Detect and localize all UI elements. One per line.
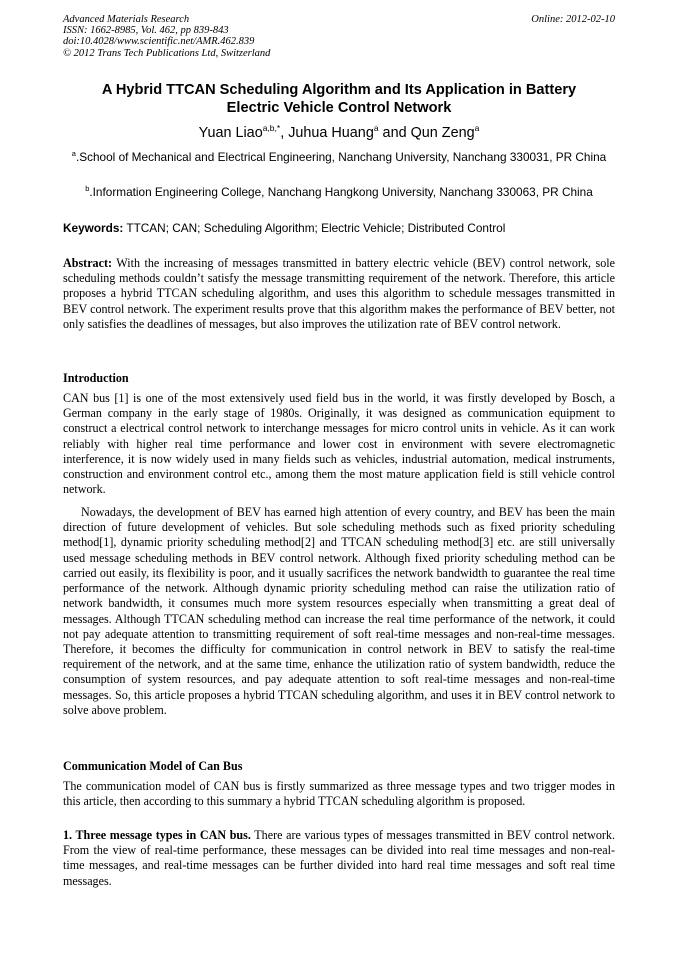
author-separator: and (378, 125, 411, 141)
author-name: Yuan Liao (198, 125, 263, 141)
affiliation-text: .Information Engineering College, Nanchang Hangkong University, Nanchang 330063, PR China (89, 185, 593, 199)
abstract-label: Abstract: (63, 256, 113, 270)
introduction-paragraph-2: Nowadays, the development of BEV has earned high attention of every country, and BEV has been the main direction of future development of vehicles. But sole scheduling methods such as fixed priority scheduling method[1], dynamic priority scheduling method[2] and TTCAN scheduling method[3] etc. are still universally used message scheduling methods in BEV control network. Although fixed priority scheduling method can be carried out easily, its flexibility is poor, and it usually sacrifices the network bandwidth to guarantee the real time performance of the network. Although dynamic priority scheduling method can raise the utilization ratio of network bandwidth, it consumes much more system resources especially when transmitting a great deal of messages. Although TTCAN scheduling method can increase the real time performance of the network, it could not pay adequate attention to transmitting requirement of soft real-time messages and non-real-time messages. Therefore, it becomes the difficulty for communication in control network in BEV to satisfy the real-time requirement of the network, and at the same time, enhance the utilization ratio of system bandwidth, reduce the consumption of system resources, and pay adequate attention to soft real-time messages and non-real-time messages. So, this article proposes a hybrid TTCAN scheduling algorithm, and uses it in BEV control network to solve above problem. (63, 505, 615, 717)
communication-paragraph-1: The communication model of CAN bus is firstly summarized as three message types and two trigger modes in this article, then according to this summary a hybrid TTCAN scheduling algorithm is proposed. (63, 779, 615, 809)
keywords (63, 221, 615, 236)
author-separator: , (280, 125, 289, 141)
journal-name: Advanced Materials Research (63, 14, 190, 25)
issn-line: ISSN: 1662-8985, Vol. 462, pp 839-843 (63, 25, 229, 37)
introduction-paragraph-1: CAN bus [1] is one of the most extensively used field bus in the world, it was firstly developed by Bosch, a German company in the early stage of 1980s. Originally, it was designed as communication equipment to construct a electrical control network to interchange messages for micro control units in vehicle. As it can work reliably with higher real time performance and lower cost in environment with severe electromagnetic interference, it is now widely used in many fields such as vehicles, industrial automation, medical instruments, construction and environment control etc., among them the most mature application field is still vehicle control network. (63, 391, 615, 497)
author-name: Juhua Huang (288, 125, 374, 141)
author-affil-mark: a (373, 123, 379, 133)
section-heading-communication-model: Communication Model of Can Bus (63, 759, 243, 773)
author-list (63, 124, 615, 142)
affiliation-mark: a (71, 149, 76, 158)
affiliation-b (63, 185, 615, 200)
author-name: Qun Zeng (410, 125, 475, 141)
paper-title (63, 82, 615, 117)
journal-header (63, 14, 615, 59)
affiliation-mark: b (85, 184, 90, 193)
title-line-1: A Hybrid TTCAN Scheduling Algorithm and Its Application in Battery (101, 82, 577, 98)
copyright-line: © 2012 Trans Tech Publications Ltd, Switzerland (63, 47, 271, 59)
author-affil-mark: a,b,* (262, 123, 281, 133)
online-date: Online: 2012-02-10 (531, 14, 615, 25)
subsection-label: 1. Three message types in CAN bus. (63, 828, 251, 842)
abstract (63, 256, 615, 332)
subsection-text: There are various types of messages transmitted in BEV control network. From the view of real-time performance, these messages can be divided into real time messages and non-real-time messages, and real-time messages can be further divided into hard real time messages and soft real time messages. (63, 828, 615, 888)
doi-line: doi:10.4028/www.scientific.net/AMR.462.839 (63, 36, 255, 48)
communication-paragraph-2 (63, 828, 615, 889)
keywords-label: Keywords: (63, 221, 124, 235)
keywords-text: TTCAN; CAN; Scheduling Algorithm; Electric Vehicle; Distributed Control (123, 221, 506, 235)
affiliation-text: .School of Mechanical and Electrical Engineering, Nanchang University, Nanchang 330031, PR China (75, 150, 607, 164)
abstract-text: With the increasing of messages transmitted in battery electric vehicle (BEV) control network, sole scheduling methods couldn’t satisfy the message transmitting requirement of the network. Therefore, this article proposes a hybrid TTCAN scheduling algorithm, and uses this algorithm to schedule messages transmitted in BEV control network. The experiment results prove that this algorithm makes the performance of BEV better, not only satisfies the deadlines of messages, but also improves the utilization rate of BEV control network. (63, 256, 615, 331)
section-heading-introduction: Introduction (63, 371, 129, 385)
affiliation-a (63, 150, 615, 165)
title-line-2: Electric Vehicle Control Network (226, 99, 452, 116)
author-affil-mark: a (474, 123, 480, 133)
